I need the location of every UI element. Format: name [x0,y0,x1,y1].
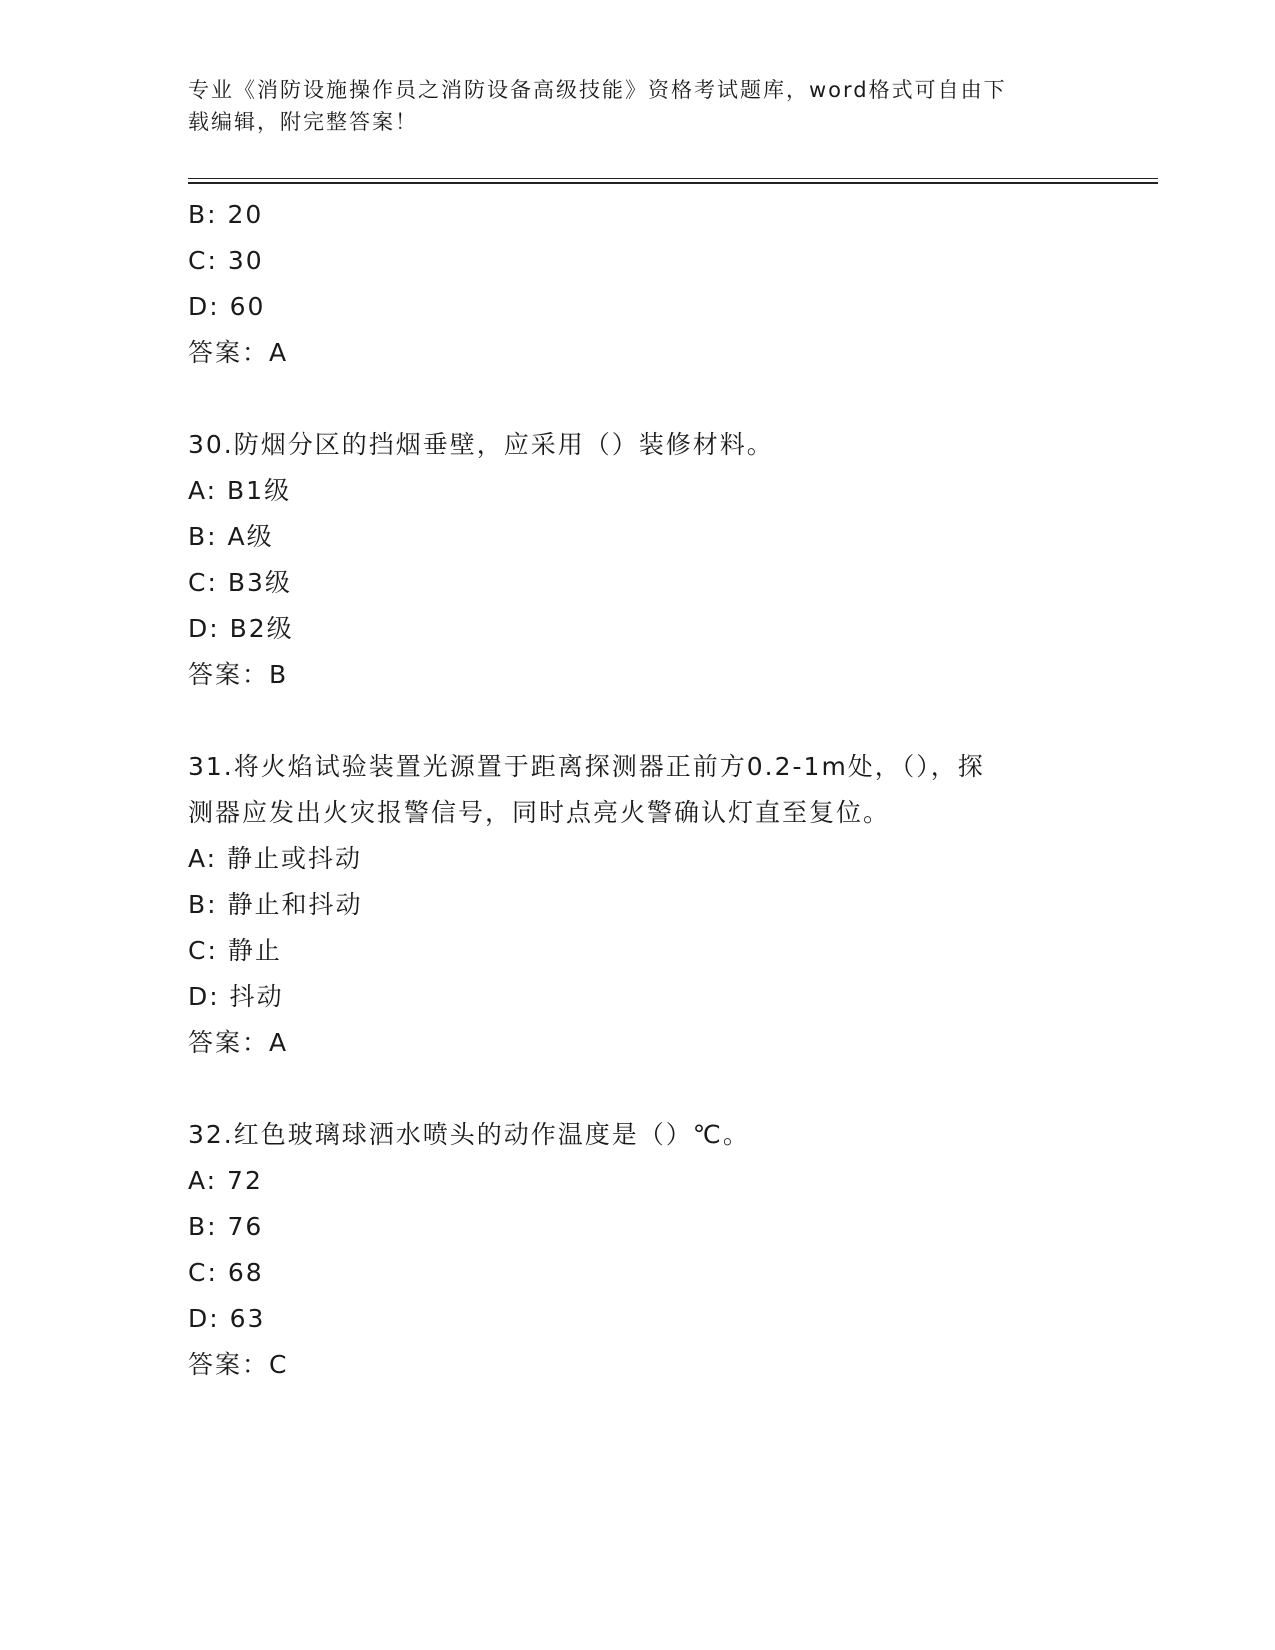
question-text-line-1: 31.将火焰试验装置光源置于距离探测器正前方0.2-1m处，（），探 [188,752,985,781]
question-text: 32.红色玻璃球洒水喷头的动作温度是（）℃。 [188,1120,750,1149]
question-31 [188,744,1088,1066]
option-c: C: 静止 [188,936,282,965]
option-d: D: 60 [188,292,266,321]
header-divider-thick [188,182,1158,184]
option-d: D: 63 [188,1304,266,1333]
option-b: B: 静止和抖动 [188,890,363,919]
answer-line: 答案：C [188,1350,289,1379]
header-line-1: 专业《消防设施操作员之消防设备高级技能》资格考试题库，word格式可自由下 [188,78,1007,102]
answer-line: 答案：B [188,660,289,689]
question-list [188,192,1088,1388]
option-b: B: A级 [188,522,274,551]
question-30 [188,422,1088,698]
option-c: C: B3级 [188,568,292,597]
option-a: A: 静止或抖动 [188,844,363,873]
question-32 [188,1112,1088,1388]
option-b: B: 76 [188,1212,264,1241]
previous-question [188,192,1088,376]
question-text: 30.防烟分区的挡烟垂壁，应采用（）装修材料。 [188,430,774,459]
option-a: A: 72 [188,1166,263,1195]
header-divider-thin [188,178,1158,179]
answer-line: 答案：A [188,338,289,367]
answer-line: 答案：A [188,1028,289,1057]
option-b: B: 20 [188,200,264,229]
option-a: A: B1级 [188,476,292,505]
option-d: D: 抖动 [188,982,284,1011]
header-line-2: 载编辑，附完整答案！ [188,110,418,134]
document-header [188,74,1088,138]
option-d: D: B2级 [188,614,294,643]
option-c: C: 30 [188,246,264,275]
question-text-line-2: 测器应发出火灾报警信号，同时点亮火警确认灯直至复位。 [188,798,891,827]
option-c: C: 68 [188,1258,264,1287]
